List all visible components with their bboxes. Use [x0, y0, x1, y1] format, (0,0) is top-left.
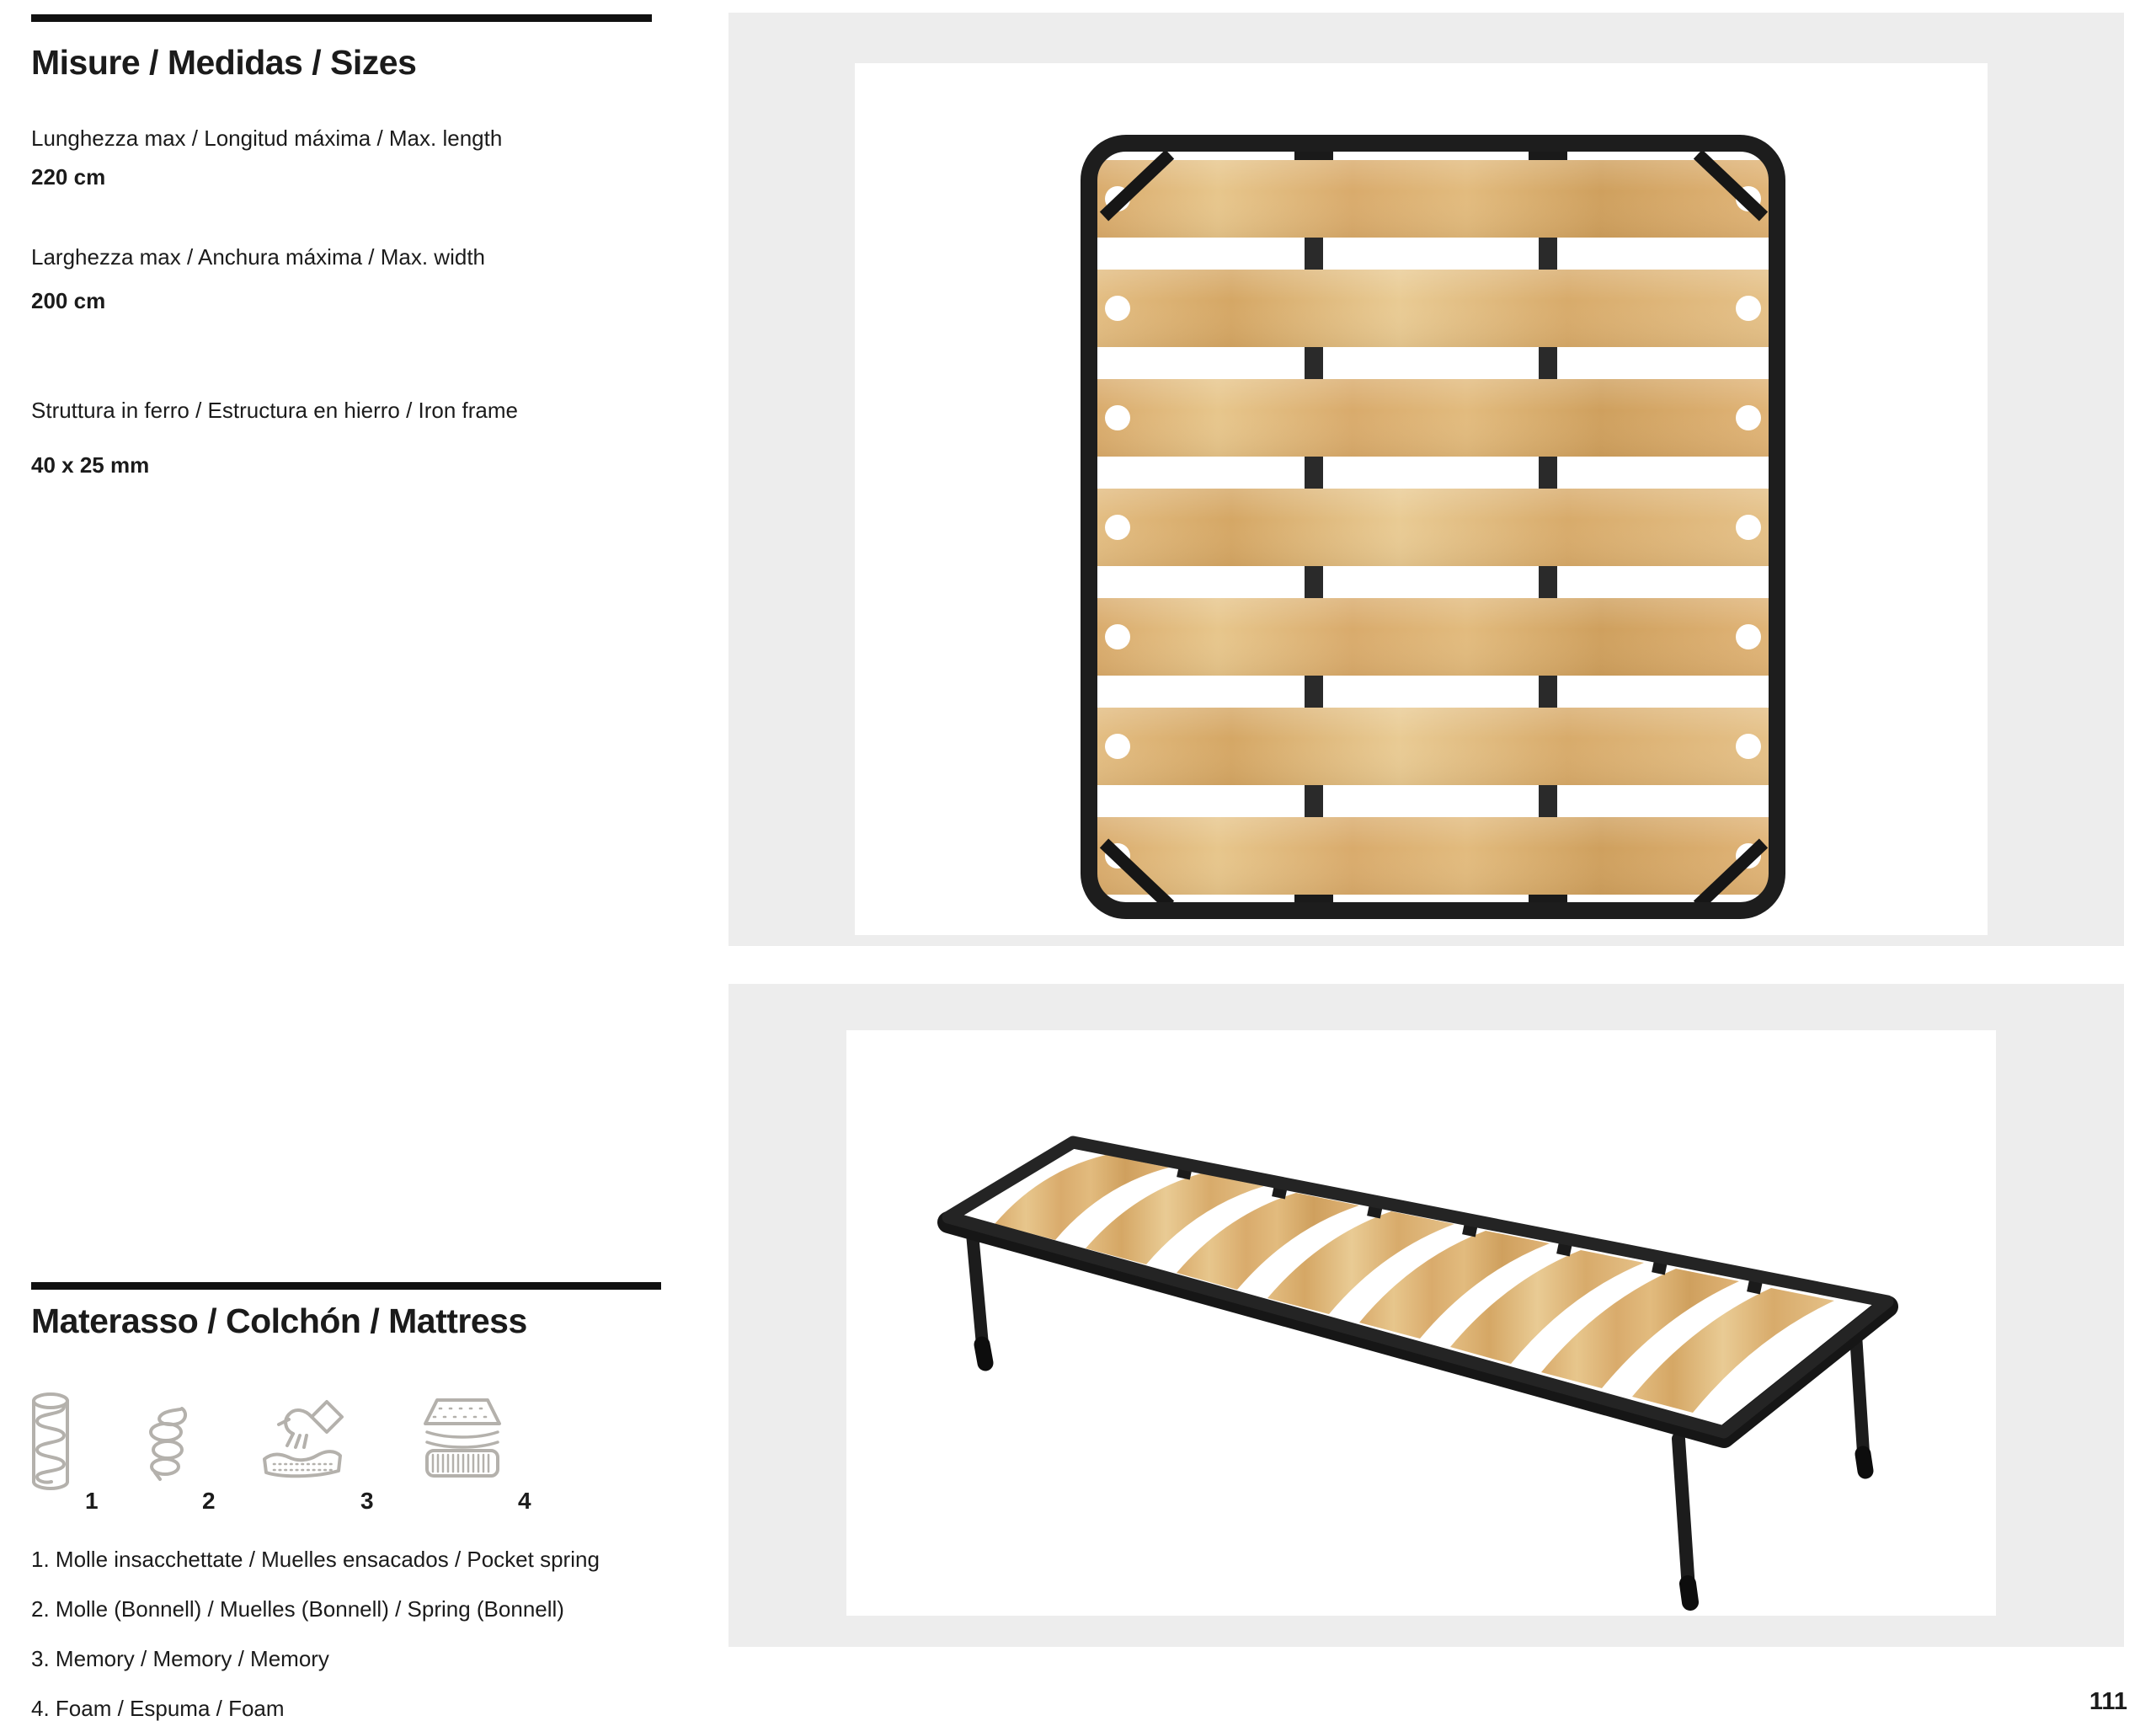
- legend-item: 1. Molle insacchettate / Muelles ensacados / Pocket spring: [31, 1547, 600, 1572]
- legend-item: 2. Molle (Bonnell) / Muelles (Bonnell) / Spring (Bonnell): [31, 1596, 564, 1622]
- top-view-photo-panel: [728, 13, 2124, 946]
- bonnell-spring-icon: [145, 1400, 189, 1483]
- spec-length-value: 220 cm: [31, 164, 106, 190]
- divider-mattress: [31, 1282, 661, 1290]
- spec-width-label: Larghezza max / Anchura máxima / Max. width: [31, 244, 486, 270]
- divider-top: [31, 14, 652, 22]
- legend-item: 3. Memory / Memory / Memory: [31, 1646, 329, 1671]
- perspective-photo-panel: [728, 984, 2124, 1647]
- spec-frame-value: 40 x 25 mm: [31, 452, 150, 478]
- pocket-spring-icon: [29, 1392, 72, 1491]
- foam-layers-icon: [421, 1397, 504, 1483]
- spec-width-value: 200 cm: [31, 288, 106, 313]
- icon-number-1: 1: [85, 1488, 99, 1514]
- icon-number-4: 4: [518, 1488, 531, 1514]
- icon-number-2: 2: [202, 1488, 216, 1514]
- page-number: 111: [2089, 1688, 2127, 1715]
- sizes-title: Misure / Medidas / Sizes: [31, 43, 417, 82]
- mattress-legend: [31, 1535, 600, 1721]
- slatted-base-top-view: [728, 13, 2124, 946]
- wood-slats-top-view: [1097, 160, 1769, 895]
- mattress-title: Materasso / Colchón / Mattress: [31, 1301, 527, 1340]
- spec-frame-label: Struttura in ferro / Estructura en hierro / Iron frame: [31, 398, 519, 423]
- slatted-base-perspective-view: [728, 984, 2124, 1647]
- memory-foam-icon: [259, 1397, 345, 1481]
- spec-length-label: Lunghezza max / Longitud máxima / Max. length: [31, 126, 503, 151]
- icon-number-3: 3: [360, 1488, 374, 1514]
- legend-item: 4. Foam / Espuma / Foam: [31, 1696, 285, 1721]
